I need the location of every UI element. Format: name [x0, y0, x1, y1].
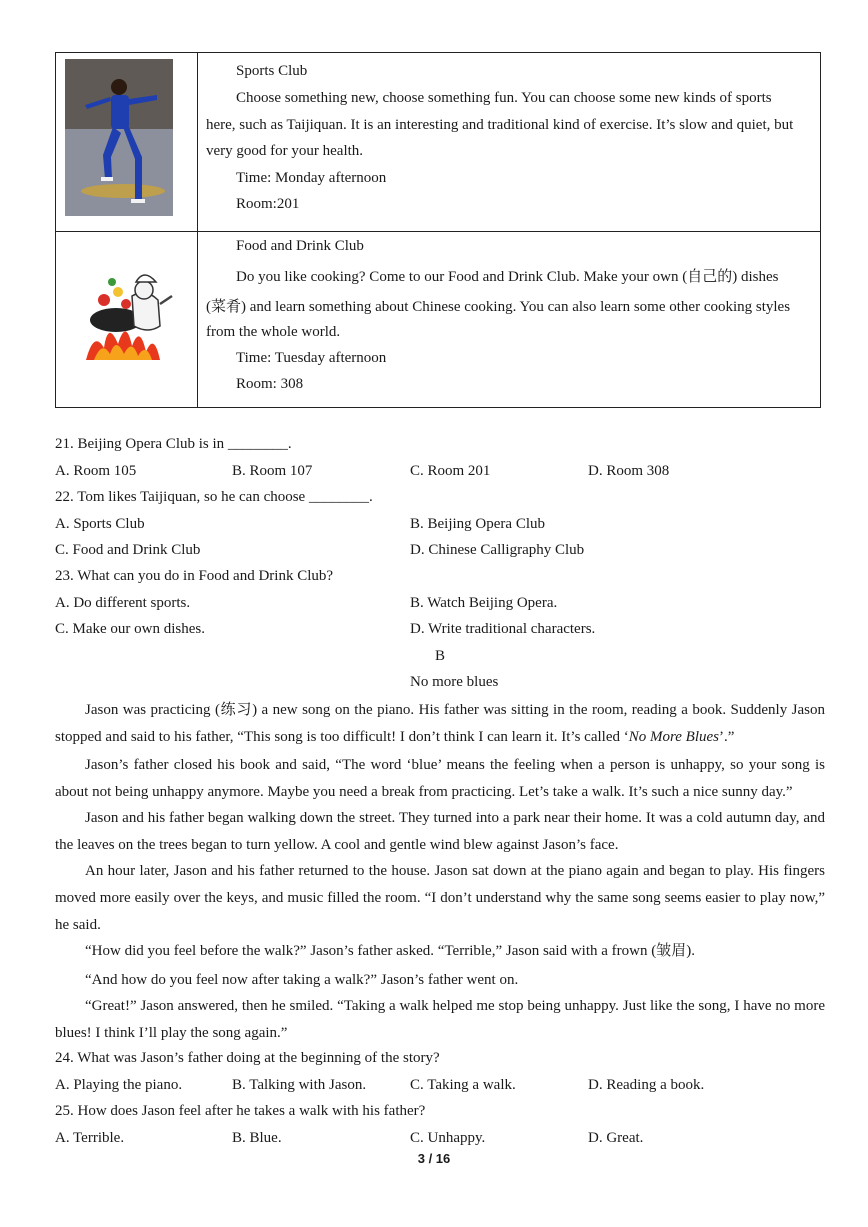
- answer-option[interactable]: B. Room 107: [232, 463, 313, 479]
- club-name: Sports Club: [236, 63, 308, 79]
- answer-option[interactable]: B. Beijing Opera Club: [410, 516, 545, 532]
- club-room: Room: 308: [236, 376, 304, 392]
- answer-option[interactable]: C. Food and Drink Club: [55, 542, 201, 558]
- club-description-line: Do you like cooking? Come to our Food and Drink Club. Make your own (自己的) dishes: [236, 269, 779, 285]
- story-paragraph: Jason was practicing (练习) a new song on the piano. His father was sitting in the room, reading a book. Suddenly Jason stopped and said to his father, “This song is too difficult! I don’t think I can learn it. It’s called ‘No More Blues’.”: [55, 702, 825, 745]
- answer-option[interactable]: D. Great.: [588, 1130, 644, 1146]
- club-description-line: very good for your health.: [206, 143, 364, 159]
- story-paragraph: “Great!” Jason answered, then he smiled. “Taking a walk helped me stop being unhappy. Just like the song, I have no more blues! I think I’ll play the song again.”: [55, 998, 825, 1041]
- story-paragraph: Jason’s father closed his book and said, “The word ‘blue’ means the feeling when a person is unhappy, so your song is about not being unhappy anymore. Maybe you need a break from practicing. Let’s take a walk. It’s such a nice sunny day.”: [55, 757, 825, 800]
- answer-option[interactable]: A. Do different sports.: [55, 595, 191, 611]
- club-description-line: Choose something new, choose something fun. You can choose some new kinds of sports: [236, 90, 772, 106]
- answer-option[interactable]: D. Write traditional characters.: [410, 621, 596, 637]
- answer-option[interactable]: C. Make our own dishes.: [55, 621, 205, 637]
- answer-option[interactable]: A. Playing the piano.: [55, 1077, 183, 1093]
- answer-option[interactable]: A. Room 105: [55, 463, 137, 479]
- question-stem: 23. What can you do in Food and Drink Club?: [55, 568, 334, 584]
- club-room: Room:201: [236, 196, 300, 212]
- clubs-table: [55, 52, 821, 408]
- answer-option[interactable]: D. Reading a book.: [588, 1077, 705, 1093]
- story-paragraph: An hour later, Jason and his father returned to the house. Jason sat down at the piano again and began to play. His fingers moved more easily over the keys, and music filled the room. “I don’t understand why the same song seems easier to play now,” he said.: [55, 863, 825, 933]
- club-text-cell: [198, 53, 821, 232]
- answer-option[interactable]: B. Talking with Jason.: [232, 1077, 367, 1093]
- answer-option[interactable]: C. Taking a walk.: [410, 1077, 516, 1093]
- story-paragraph: Jason and his father began walking down the street. They turned into a park near their home. It was a cold autumn day, and the leaves on the trees began to turn yellow. A cool and gentle wind blew against Jason’s face.: [55, 810, 825, 853]
- club-time: Time: Tuesday afternoon: [236, 350, 387, 366]
- answer-option[interactable]: A. Sports Club: [55, 516, 145, 532]
- song-title: No More Blues: [628, 729, 719, 745]
- question-stem: 21. Beijing Opera Club is in ________.: [55, 436, 292, 452]
- page-number: 3 / 16: [417, 1151, 451, 1166]
- answer-option[interactable]: B. Watch Beijing Opera.: [410, 595, 558, 611]
- answer-option[interactable]: A. Terrible.: [55, 1130, 125, 1146]
- answer-option[interactable]: C. Room 201: [410, 463, 491, 479]
- club-text-cell: [198, 232, 821, 408]
- club-time: Time: Monday afternoon: [236, 170, 387, 186]
- answer-option[interactable]: B. Blue.: [232, 1130, 282, 1146]
- question-stem: 22. Tom likes Taijiquan, so he can choose ________.: [55, 489, 373, 505]
- story-paragraph: “And how do you feel now after taking a walk?” Jason’s father went on.: [85, 972, 519, 988]
- club-description-line: (菜肴) and learn something about Chinese cooking. You can also learn some other cooking styles: [206, 299, 791, 315]
- passage-title: No more blues: [410, 674, 499, 690]
- club-image-cell: [56, 53, 198, 232]
- club-row-sports: [56, 53, 821, 232]
- answer-option[interactable]: D. Room 308: [588, 463, 670, 479]
- section-label: B: [435, 648, 446, 664]
- club-name: Food and Drink Club: [236, 238, 364, 254]
- club-image-cell: [56, 232, 198, 408]
- club-row-food: [56, 232, 821, 408]
- club-description-line: here, such as Taijiquan. It is an interesting and traditional kind of exercise. It’s slow and quiet, but: [206, 117, 794, 133]
- taijiquan-figure-image: [65, 59, 173, 216]
- taijiquan-photo: [65, 59, 173, 216]
- story-paragraph: “How did you feel before the walk?” Jason’s father asked. “Terrible,” Jason said with a frown (皱眉).: [85, 943, 695, 959]
- question-stem: 25. How does Jason feel after he takes a walk with his father?: [55, 1103, 426, 1119]
- answer-option[interactable]: C. Unhappy.: [410, 1130, 486, 1146]
- chef-cooking-illustration: [76, 260, 176, 370]
- club-description-line: from the whole world.: [206, 324, 341, 340]
- question-stem: 24. What was Jason’s father doing at the beginning of the story?: [55, 1050, 440, 1066]
- answer-option[interactable]: D. Chinese Calligraphy Club: [410, 542, 585, 558]
